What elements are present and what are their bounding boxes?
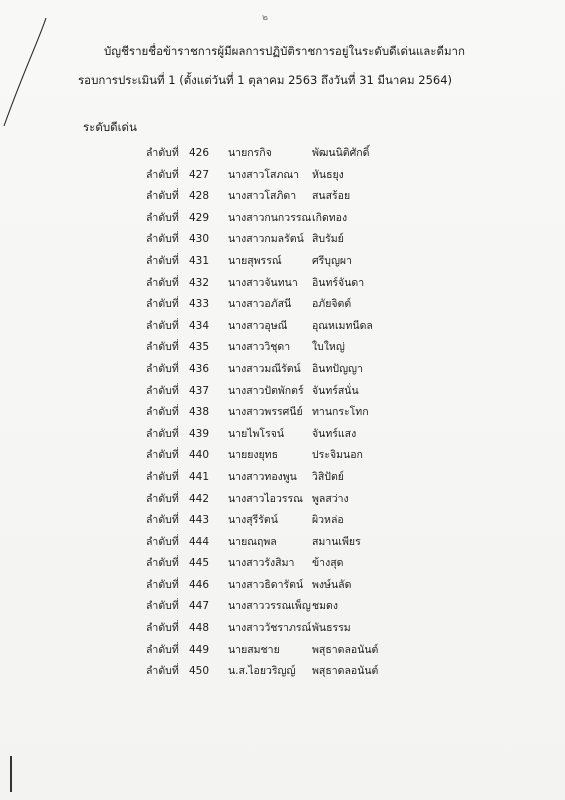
rank-number: 431 — [189, 254, 210, 267]
last-name: พันธรรม — [312, 622, 351, 635]
list-item — [146, 448, 416, 470]
last-name: จันทร์แสง — [312, 427, 357, 440]
rank-label: ลำดับที่ — [146, 190, 179, 203]
rank-number: 430 — [189, 233, 210, 246]
last-name: อินทปัญญา — [312, 362, 363, 375]
rank-number: 437 — [189, 384, 210, 397]
last-name: พงษ์นลัด — [312, 578, 352, 591]
rank-label: ลำดับที่ — [146, 254, 179, 267]
last-name: สิบรัมย์ — [312, 233, 344, 246]
first-name: นายสมชาย — [228, 643, 280, 656]
first-name: นางสาววิชุดา — [228, 341, 291, 354]
rank-number: 443 — [189, 514, 210, 527]
last-name: ศรีบุญผา — [312, 254, 352, 267]
list-item — [146, 211, 416, 233]
first-name: นางสาวกนกวรรณ — [228, 211, 312, 224]
first-name: นางสาววรรณเพ็ญ — [228, 600, 311, 613]
name-list — [146, 146, 416, 686]
rank-label: ลำดับที่ — [146, 622, 179, 635]
list-item — [146, 664, 416, 686]
last-name: อุณหเมทนีดล — [312, 319, 373, 332]
first-name: นางสาวโสภณา — [228, 168, 300, 181]
rank-number: 434 — [189, 319, 210, 332]
rank-label: ลำดับที่ — [146, 535, 179, 548]
first-name: นางสาวโสภิดา — [228, 190, 297, 203]
list-item — [146, 189, 416, 211]
first-name: นางสาวธิดารัตน์ — [228, 578, 304, 591]
list-item — [146, 578, 416, 600]
last-name: หันธยุง — [312, 168, 344, 181]
last-name: ประจิมนอก — [312, 449, 363, 462]
first-name: นางสาวมณีรัตน์ — [228, 362, 301, 375]
section-heading: ระดับดีเด่น — [83, 120, 137, 134]
list-item — [146, 276, 416, 298]
rank-number: 440 — [189, 449, 210, 462]
last-name: พสุธาดลอนันต์ — [312, 643, 379, 656]
rank-number: 428 — [189, 190, 210, 203]
last-name: จันทร์สนั่น — [312, 384, 359, 397]
first-name: นายยงยุทธ — [228, 449, 278, 462]
rank-label: ลำดับที่ — [146, 600, 179, 613]
rank-label: ลำดับที่ — [146, 665, 179, 678]
list-item — [146, 492, 416, 514]
rank-number: 427 — [189, 168, 210, 181]
first-name: นางสาวอภัสนี — [228, 298, 292, 311]
last-name: ชมดง — [312, 600, 338, 613]
rank-number: 444 — [189, 535, 210, 548]
rank-number: 429 — [189, 211, 210, 224]
first-name: นายกรกิจ — [228, 147, 272, 159]
rank-label: ลำดับที่ — [146, 319, 179, 332]
list-item — [146, 535, 416, 557]
list-item — [146, 621, 416, 643]
rank-number: 447 — [189, 600, 210, 613]
list-item — [146, 470, 416, 492]
rank-label: ลำดับที่ — [146, 298, 179, 311]
rank-label: ลำดับที่ — [146, 147, 179, 159]
rank-label: ลำดับที่ — [146, 427, 179, 440]
first-name: นางสาวปัตพักตร์ — [228, 384, 304, 397]
rank-number: 439 — [189, 427, 210, 440]
rank-label: ลำดับที่ — [146, 406, 179, 419]
first-name: นางสาววัชราภรณ์ — [228, 622, 312, 635]
rank-number: 445 — [189, 557, 210, 570]
first-name: นางสาวไอวรรณ — [228, 492, 303, 505]
rank-label: ลำดับที่ — [146, 643, 179, 656]
first-name: นางสาวจันทนา — [228, 276, 298, 289]
last-name: พูลสว่าง — [312, 492, 349, 505]
rank-number: 432 — [189, 276, 210, 289]
page-number: ๒ — [262, 13, 268, 23]
rank-label: ลำดับที่ — [146, 384, 179, 397]
first-name: นายณฤพล — [228, 535, 277, 548]
rank-label: ลำดับที่ — [146, 470, 179, 483]
last-name: เกิดทอง — [312, 211, 348, 224]
rank-label: ลำดับที่ — [146, 341, 179, 354]
rank-number: 441 — [189, 470, 210, 483]
last-name: อินทร์จันดา — [312, 276, 365, 289]
rank-label: ลำดับที่ — [146, 557, 179, 570]
rank-label: ลำดับที่ — [146, 233, 179, 246]
last-name: พัฒนนิติศักดิ์ — [312, 147, 370, 159]
rank-number: 446 — [189, 578, 210, 591]
last-name: พสุธาดลอนันต์ — [312, 665, 379, 678]
rank-number: 435 — [189, 341, 210, 354]
list-item — [146, 599, 416, 621]
rank-label: ลำดับที่ — [146, 276, 179, 289]
list-item — [146, 146, 416, 168]
list-item — [146, 556, 416, 578]
list-item — [146, 297, 416, 319]
list-item — [146, 319, 416, 341]
rank-number: 448 — [189, 622, 210, 635]
last-name: ทานกระโทก — [312, 406, 369, 419]
first-name: นางสุรีรัตน์ — [228, 514, 278, 527]
list-item — [146, 427, 416, 449]
last-name: ผิวหล่อ — [312, 514, 344, 527]
rank-label: ลำดับที่ — [146, 578, 179, 591]
rank-number: 442 — [189, 492, 210, 505]
list-item — [146, 513, 416, 535]
list-item — [146, 362, 416, 384]
first-name: นางสาวทองพูน — [228, 470, 297, 483]
rank-number: 450 — [189, 665, 210, 678]
first-name: นายสุพรรณ์ — [228, 254, 282, 267]
first-name: นางสาวรังสิมา — [228, 557, 295, 570]
rank-label: ลำดับที่ — [146, 514, 179, 527]
rank-number: 438 — [189, 406, 210, 419]
list-item — [146, 168, 416, 190]
list-item — [146, 643, 416, 665]
rank-number: 433 — [189, 298, 210, 311]
list-item — [146, 340, 416, 362]
list-item — [146, 384, 416, 406]
last-name: สนสร้อย — [312, 190, 351, 203]
rank-number: 436 — [189, 362, 210, 375]
first-name: นายไพโรจน์ — [228, 427, 285, 440]
binding-mark — [0, 18, 60, 128]
first-name: นางสาวพรรศนีย์ — [228, 406, 303, 419]
last-name: สมานเพียร — [312, 535, 361, 548]
first-name: นางสาวกมลรัตน์ — [228, 233, 304, 246]
rank-label: ลำดับที่ — [146, 492, 179, 505]
rank-number: 449 — [189, 643, 210, 656]
page-edge-mark — [10, 756, 12, 792]
last-name: ใบใหญ่ — [312, 341, 345, 354]
rank-label: ลำดับที่ — [146, 449, 179, 462]
first-name: นางสาวอุษณี — [228, 319, 288, 332]
document-subtitle: รอบการประเมินที่ 1 (ตั้งแต่วันที่ 1 ตุลาคม 2563 ถึงวันที่ 31 มีนาคม 2564) — [78, 73, 453, 87]
rank-label: ลำดับที่ — [146, 211, 179, 224]
last-name: วิสิปัตย์ — [312, 470, 344, 483]
document-title: บัญชีรายชื่อข้าราชการผู้มีผลการปฏิบัติราชการอยู่ในระดับดีเด่นและดีมาก — [104, 44, 465, 58]
list-item — [146, 254, 416, 276]
rank-label: ลำดับที่ — [146, 362, 179, 375]
rank-label: ลำดับที่ — [146, 168, 179, 181]
rank-number: 426 — [189, 147, 210, 159]
first-name: น.ส.ไอยวริญญ์ — [228, 665, 296, 678]
last-name: อภัยจิตต์ — [312, 298, 352, 311]
list-item — [146, 232, 416, 254]
list-item — [146, 405, 416, 427]
last-name: ข้างสุด — [312, 557, 344, 570]
